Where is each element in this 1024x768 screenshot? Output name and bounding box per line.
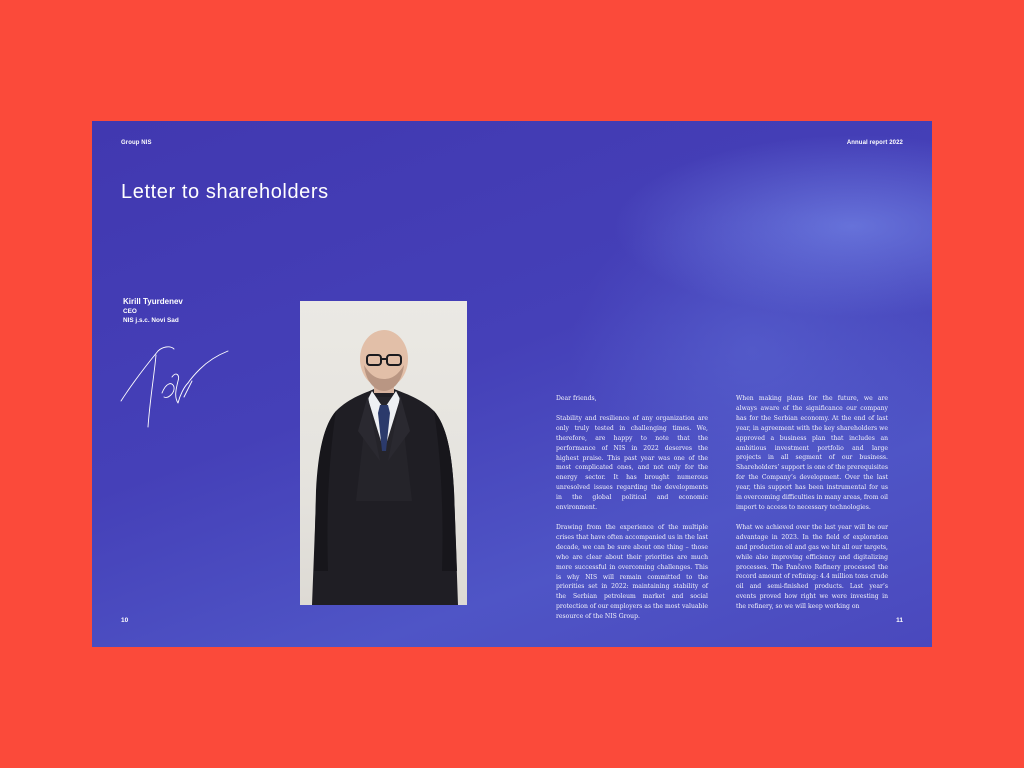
letter-column-left bbox=[556, 394, 708, 632]
author-company: NIS j.s.c. Novi Sad bbox=[123, 317, 179, 324]
header-left-label: Group NIS bbox=[121, 140, 152, 146]
page-title: Letter to shareholders bbox=[121, 181, 329, 203]
page-number-right: 11 bbox=[896, 617, 903, 624]
paragraph: Stability and resilience of any organization are only truly tested in challenging times. We, therefore, are happy to note that the performance of NIS in 2022 deserves the highest praise. This past year was one of the most complicated ones, and not only for the energy sector. It has brought numerous unresolved issues regarding the developments in the global political and economic environment. bbox=[556, 414, 708, 512]
author-block bbox=[123, 297, 183, 325]
paragraph: What we achieved over the last year will be our advantage in 2023. In the field of exploration and production oil and gas we hit all our targets, while also improving efficiency and digitalizing processes. The Pančevo Refinery processed the record amount of refining: 4.4 million tons crude oil and semi-finished products. Last year’s events proved how right we were investing in the refinery, so we will keep working on bbox=[736, 523, 888, 611]
ceo-portrait-photo bbox=[300, 301, 467, 605]
author-name: Kirill Tyurdenev bbox=[123, 297, 183, 306]
report-spread bbox=[92, 121, 932, 647]
paragraph: Drawing from the experience of the multiple crises that have often accompanied us in the last decade, we can be sure about one thing – those who are clear about their priorities are much more successful in overcoming challenges. This is why NIS will remain committed to the priorities set in 2022: maintaining stability of the Serbian petroleum market and social protection of our employers as the most valuable resource of the NIS Group. bbox=[556, 523, 708, 621]
paragraph: When making plans for the future, we are always aware of the significance our company has for the Serbian economy. At the end of last year, in agreement with the key shareholders we approved a business plan that includes an ambitious investment portfolio and large projects in all segment of our business. Shareholders’ support is one of the prerequisites for the Company’s development. Over the last year, this support has been instrumental for us in overcoming difficulties in many areas, from oil import to access to necessary technologies. bbox=[736, 395, 888, 511]
author-position: CEO bbox=[123, 308, 137, 315]
letter-column-right bbox=[736, 394, 888, 622]
page-number-left: 10 bbox=[121, 617, 129, 624]
signature-image bbox=[118, 343, 230, 433]
paragraph: Dear friends, bbox=[556, 395, 597, 402]
header-right-label: Annual report 2022 bbox=[846, 140, 903, 146]
